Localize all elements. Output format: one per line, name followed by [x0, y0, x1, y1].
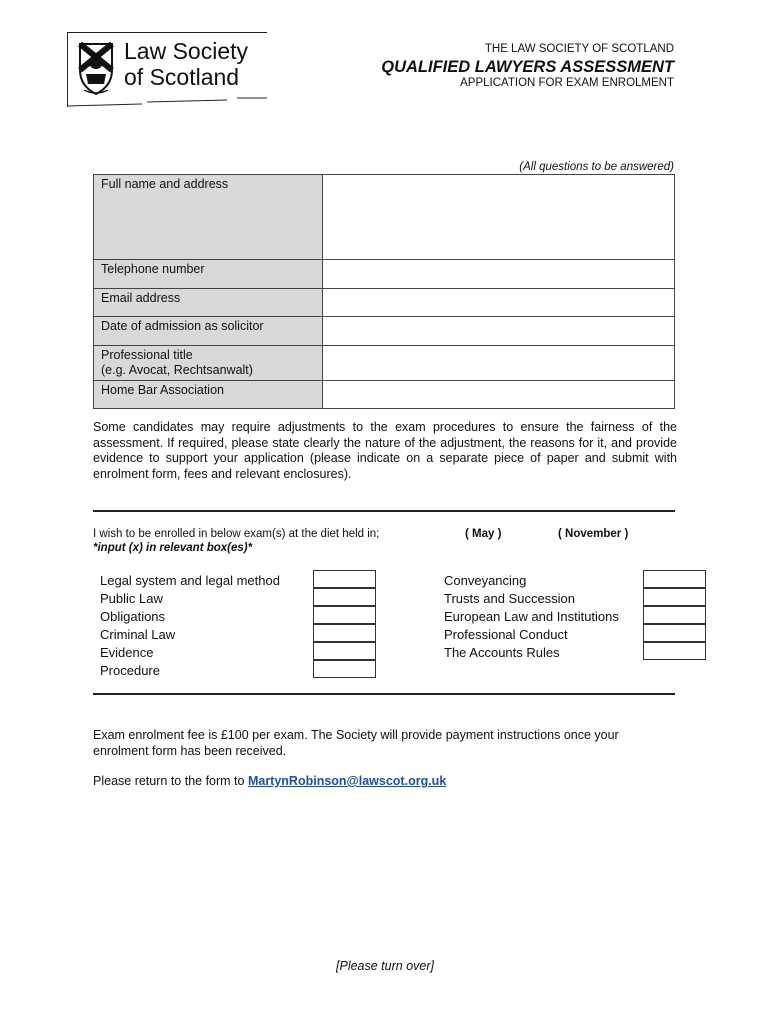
- field-label: Full name and address: [94, 175, 323, 260]
- fee-paragraph: Exam enrolment fee is £100 per exam. The Society will provide payment instructions once your enrolment form has been received.: [93, 728, 619, 758]
- checkbox-conveyancing[interactable]: [643, 570, 706, 588]
- exam-label: Conveyancing: [444, 573, 527, 588]
- form-subtitle: APPLICATION FOR EXAM ENROLMENT: [460, 77, 674, 89]
- enrolment-hint: *input (x) in relevant box(es)*: [93, 542, 253, 554]
- org-name: THE LAW SOCIETY OF SCOTLAND: [484, 43, 674, 55]
- adjustments-paragraph: Some candidates may require adjustments to the exam procedures to ensure the fairness of the assessment. If required, please state clearly the nature of the adjustment, the reasons for it, and provide evidence to support your application (please indicate on a separate piece of paper and submit with enrolment form, fees and relevant enclosures).: [93, 420, 677, 481]
- logo-text: [124, 38, 248, 90]
- checkbox-criminal-law[interactable]: [313, 624, 376, 642]
- applicant-details-table: [93, 174, 675, 409]
- logo-underline: [67, 96, 267, 108]
- field-label: Home Bar Association: [94, 381, 323, 409]
- table-row: [94, 289, 675, 317]
- diet-may: ( May ): [465, 528, 502, 540]
- professional-title-field[interactable]: [323, 346, 675, 381]
- home-bar-association-field[interactable]: [323, 381, 675, 409]
- logo-line2: of Scotland: [124, 64, 240, 90]
- return-instructions: [93, 774, 446, 788]
- divider: [93, 510, 675, 512]
- diet-november: ( November ): [558, 528, 629, 540]
- field-label: [94, 346, 323, 381]
- table-row: [94, 317, 675, 346]
- all-questions-note: (All questions to be answered): [519, 161, 674, 173]
- form-title: QUALIFIED LAWYERS ASSESSMENT: [381, 58, 674, 76]
- checkbox-legal-system[interactable]: [313, 570, 376, 588]
- full-name-address-field[interactable]: [323, 175, 675, 260]
- exam-label: Legal system and legal method: [100, 573, 280, 588]
- exam-label: The Accounts Rules: [444, 645, 560, 660]
- checkbox-trusts-succession[interactable]: [643, 588, 706, 606]
- field-label: Email address: [94, 289, 323, 317]
- law-society-crest-icon: [76, 40, 116, 96]
- telephone-field[interactable]: [323, 260, 675, 289]
- checkbox-professional-conduct[interactable]: [643, 624, 706, 642]
- table-row: [94, 260, 675, 289]
- table-row: [94, 381, 675, 409]
- exam-label: Criminal Law: [100, 627, 176, 642]
- exam-label: Procedure: [100, 663, 160, 678]
- table-row: [94, 175, 675, 260]
- return-text: Please return to the form to: [93, 774, 248, 788]
- admission-date-field[interactable]: [323, 317, 675, 346]
- professional-title-label: Professional title: [101, 348, 193, 362]
- checkbox-public-law[interactable]: [313, 588, 376, 606]
- checkbox-obligations[interactable]: [313, 606, 376, 624]
- exam-label: Public Law: [100, 591, 163, 606]
- divider: [93, 693, 675, 695]
- logo-line1: Law Society: [124, 38, 249, 64]
- checkbox-evidence[interactable]: [313, 642, 376, 660]
- exam-label: Trusts and Succession: [444, 591, 576, 606]
- checkbox-european-law[interactable]: [643, 606, 706, 624]
- checkbox-accounts-rules[interactable]: [643, 642, 706, 660]
- field-label: Date of admission as solicitor: [94, 317, 323, 346]
- field-label: Telephone number: [94, 260, 323, 289]
- email-field[interactable]: [323, 289, 675, 317]
- exam-label: Professional Conduct: [444, 627, 568, 642]
- table-row: [94, 346, 675, 381]
- turn-over-note: [Please turn over]: [336, 959, 434, 973]
- professional-title-hint: (e.g. Avocat, Rechtsanwalt): [101, 363, 253, 377]
- enrolment-instruction: I wish to be enrolled in below exam(s) at the diet held in;: [93, 528, 380, 540]
- exam-label: Obligations: [100, 609, 166, 624]
- checkbox-procedure[interactable]: [313, 660, 376, 678]
- return-email-link[interactable]: MartynRobinson@lawscot.org.uk: [247, 774, 447, 788]
- exam-label: European Law and Institutions: [444, 609, 619, 624]
- exam-label: Evidence: [100, 645, 154, 660]
